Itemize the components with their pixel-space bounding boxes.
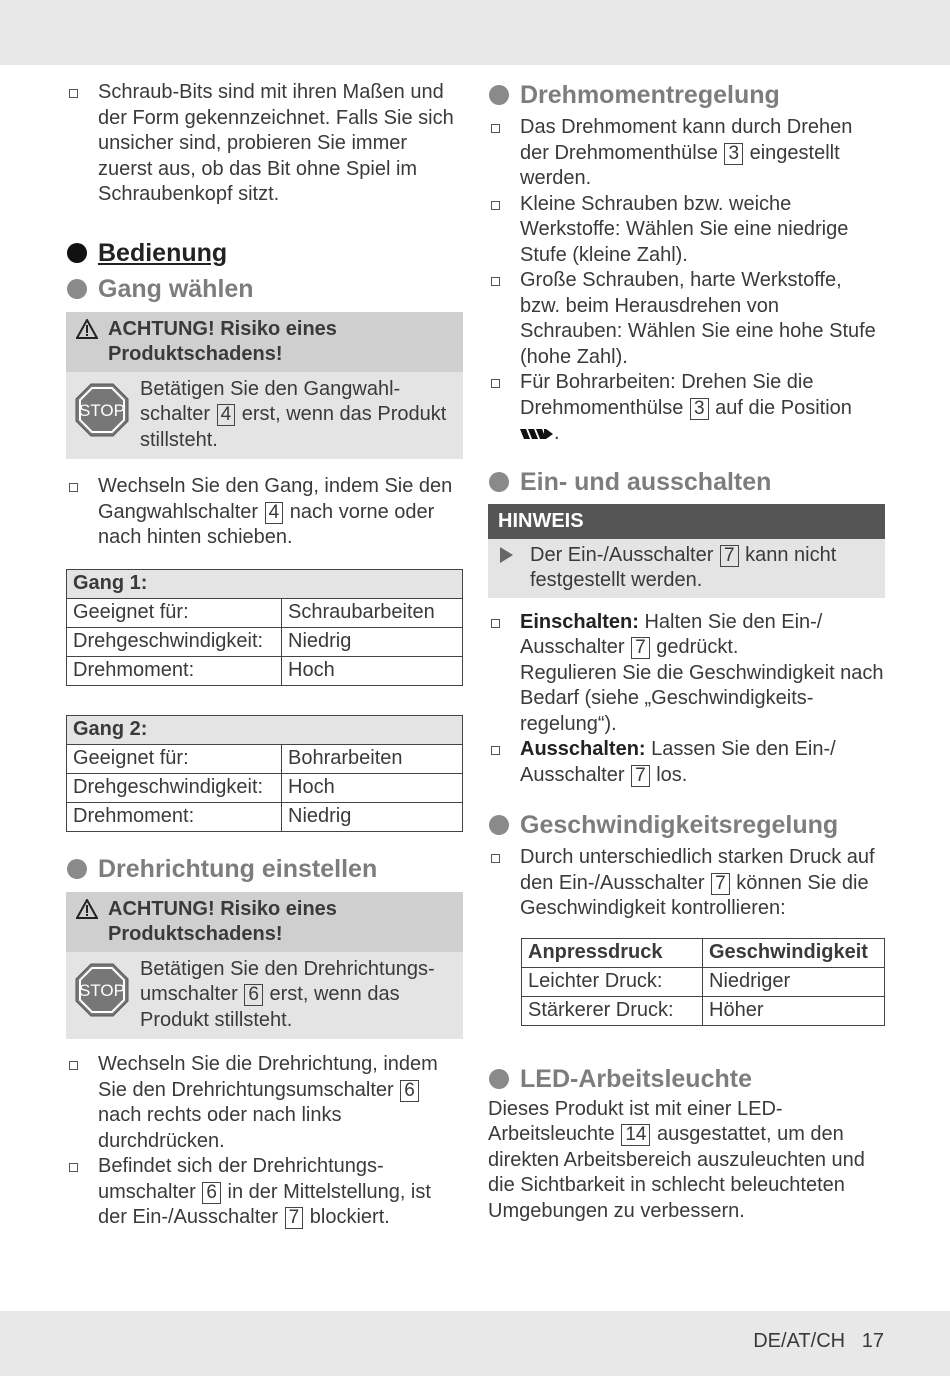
part-number: 14 [621,1124,650,1146]
table-header: Geschwindigkeit [703,938,885,967]
page-number: 17 [861,1330,884,1352]
bullet-bold-label: Ausschalten: [520,738,646,760]
warning-body [66,372,463,460]
list-item [66,80,463,208]
bullet-dot-icon [67,243,87,263]
bullet-text: Für Bohrarbeiten: Drehen Sie die Drehmomenthülse [520,371,814,419]
checkbox-bullet-icon [69,1061,78,1070]
warning-heading-line2: Produktschadens! [108,923,283,945]
note-heading: HINWEIS [488,504,885,539]
bullet-text: Halten Sie den Ein-/ Ausschalter [520,610,823,658]
bullet-dot-icon [489,85,509,105]
warning-box [66,312,463,460]
bullet-text: nach rechts oder nach links durchdrücken. [98,1104,342,1152]
table-cell: Schraubarbeiten [282,598,463,627]
bullet-text: gedrückt. [656,636,739,658]
title-text: Bedienung [98,238,228,267]
warning-heading-line1: ACHTUNG! Risiko eines [108,897,337,920]
table-cell: Bohrarbeiten [282,744,463,773]
warning-body [66,952,463,1040]
part-number: 7 [631,637,650,659]
section-title-drehmoment [488,80,885,110]
table-row [67,773,463,802]
checkbox-bullet-icon [69,483,78,492]
part-number: 4 [217,404,236,426]
warning-triangle-icon [76,319,98,339]
table-cell: Niedrig [282,802,463,831]
warning-text: Betätigen Sie den Gangwahl-schalter [140,377,401,425]
table-cell: Geeignet für: [67,744,282,773]
bullet-text: nach vorne oder nach hinten schieben. [98,500,435,548]
table-row [67,627,463,656]
warning-box [66,892,463,1040]
warning-heading [66,892,463,952]
bullet-dot-icon [489,815,509,835]
checkbox-bullet-icon [491,854,500,863]
play-arrow-icon [500,547,513,563]
part-number: 7 [631,765,650,787]
table-cell: Geeignet für: [67,598,282,627]
warning-heading-line1: ACHTUNG! Risiko eines [108,317,337,340]
title-text: Geschwindigkeitsregelung [520,811,839,839]
list-item: Für Bohrarbeiten: Drehen Sie die Drehmomenthülse 3 auf die Position . [488,370,885,447]
checkbox-bullet-icon [491,277,500,286]
table-row [67,656,463,685]
part-number: 7 [285,1207,304,1229]
table-cell: Stärkerer Druck: [522,996,703,1025]
part-number: 7 [720,545,739,567]
list-item [488,845,885,922]
list-item [66,474,463,551]
footer-region: DE/AT/CH [753,1330,846,1352]
stop-sign-icon [74,962,130,1018]
table-cell: Niedriger [703,967,885,996]
table-header: Gang 2: [67,715,463,744]
drill-symbol-icon [520,427,554,441]
bullet-text: Schraub-Bits sind mit ihren Maßen und der Form gekennzeichnet. Falls Sie sich unsicher sind, probieren Sie immer zuerst aus, ob das Bit ohne Spiel im Schraubenkopf sitzt. [98,81,454,205]
gear1-table [66,569,463,686]
bullet-bold-label: Einschalten: [520,610,639,633]
title-text: LED-Arbeitsleuchte [520,1064,752,1093]
bullet-text: auf die Position [715,396,852,419]
warning-text: erst, wenn das Produkt stillsteht. [140,983,400,1031]
section-title-ein-ausschalten [488,467,885,497]
warning-heading [66,312,463,372]
bullet-dot-icon [489,1069,509,1089]
checkbox-bullet-icon [69,89,78,98]
title-text: Ein- und ausschalten [520,467,772,496]
section-title-gang [66,274,463,304]
table-row [67,598,463,627]
note-body [488,539,885,598]
table-cell: Drehgeschwindigkeit: [67,627,282,656]
bullet-text: Kleine Schrauben bzw. weiche Werkstoffe: Wählen Sie eine niedrige Stufe (kleine Zahl). [520,192,849,266]
part-number: 4 [265,502,284,524]
svg-text:STOP: STOP [79,980,125,1000]
bullet-text: blockiert. [309,1206,390,1228]
warning-triangle-icon [76,899,98,919]
list-item [66,1154,463,1231]
list-item [488,610,885,738]
bullet-dot-icon [67,859,87,879]
title-text: Drehmomentregelung [520,81,780,109]
table-cell: Höher [703,996,885,1025]
bullet-text: Durch unterschiedlich starken Druck auf den Ein-/Ausschalter [520,846,875,894]
note-text: Der Ein-/Ausschalter [530,543,714,566]
bullet-text: können Sie die Geschwindigkeit kontrollieren: [520,871,869,919]
header-band [0,0,950,65]
table-header: Gang 1: [67,569,463,598]
table-cell: Hoch [282,773,463,802]
bullet-text: Das Drehmoment kann durch Drehen der Drehmomenthülse [520,116,853,164]
bullet-dot-icon [67,279,87,299]
warning-heading-line2: Produktschadens! [108,343,283,365]
bullet-text: Regulieren Sie die Geschwindigkeit nach Bedarf (siehe „Geschwindigkeits-regelung“). [520,661,884,735]
list-item [488,268,885,370]
bullet-text: eingestellt werden. [520,141,840,189]
warning-text: erst, wenn das Produkt stillsteht. [140,403,447,451]
table-cell: Niedrig [282,627,463,656]
list-item [66,1052,463,1154]
checkbox-bullet-icon [491,201,500,210]
bullet-text: Wechseln Sie die Drehrichtung, indem Sie den Drehrichtungsumschalter [98,1053,438,1101]
gear2-table [66,715,463,832]
part-number: 3 [724,143,743,165]
bullet-text: Befindet sich der Drehrichtungs-umschalter [98,1155,384,1203]
section-title-drehrichtung [66,854,463,884]
section-title-led [488,1064,885,1094]
warning-text: Betätigen Sie den Drehrichtungs-umschalter [140,957,435,1005]
section-title-bedienung [66,238,463,268]
checkbox-bullet-icon [491,746,500,755]
svg-text:STOP: STOP [79,400,125,420]
table-header: Anpressdruck [522,938,703,967]
bullet-text: Wechseln Sie den Gang, indem Sie den Gangwahlschalter [98,475,453,523]
part-number: 3 [690,398,709,420]
table-row [67,744,463,773]
paragraph-text: Dieses Produkt ist mit einer LED-Arbeitsleuchte [488,1097,783,1145]
part-number: 6 [400,1080,419,1102]
list-item [488,192,885,269]
table-header-row [522,938,885,967]
section-title-geschwindigkeit [488,810,885,840]
table-cell: Drehgeschwindigkeit: [67,773,282,802]
checkbox-bullet-icon [69,1163,78,1172]
part-number: 6 [244,984,263,1006]
bullet-dot-icon [489,472,509,492]
bullet-text: los. [656,763,688,786]
bullet-text: in der Mittelstellung, ist der Ein-/Ausschalter [98,1180,431,1228]
led-paragraph [488,1097,885,1225]
right-column [488,80,885,1224]
stop-sign-icon [74,382,130,438]
footer [753,1330,884,1353]
table-row [522,967,885,996]
table-cell: Drehmoment: [67,802,282,831]
list-item [488,115,885,192]
paragraph-text: ausgestattet, um den direkten Arbeitsbereich auszuleuchten und die Sichtbarkeit in schlecht beleuchteten Umgebungen zu verbessern. [488,1123,865,1222]
table-row [522,996,885,1025]
table-cell: Hoch [282,656,463,685]
table-cell: Leichter Druck: [522,967,703,996]
left-column [66,80,463,1231]
note-text: kann nicht festgestellt werden. [530,543,837,591]
bullet-text: Große Schrauben, harte Werkstoffe, bzw. beim Herausdrehen von Schrauben: Wählen Sie eine hohe Stufe (hohe Zahl). [520,269,876,368]
table-row [67,802,463,831]
checkbox-bullet-icon [491,124,500,133]
title-text: Gang wählen [98,274,254,303]
bullet-text: Lassen Sie den Ein-/ Ausschalter [520,738,836,786]
table-cell: Drehmoment: [67,656,282,685]
part-number: 7 [711,873,730,895]
pressure-speed-table [521,938,885,1026]
list-item [488,737,885,788]
checkbox-bullet-icon [491,379,500,388]
note-box [488,504,885,598]
part-number: 6 [202,1182,221,1204]
checkbox-bullet-icon [491,619,500,628]
title-text: Drehrichtung einstellen [98,854,378,883]
